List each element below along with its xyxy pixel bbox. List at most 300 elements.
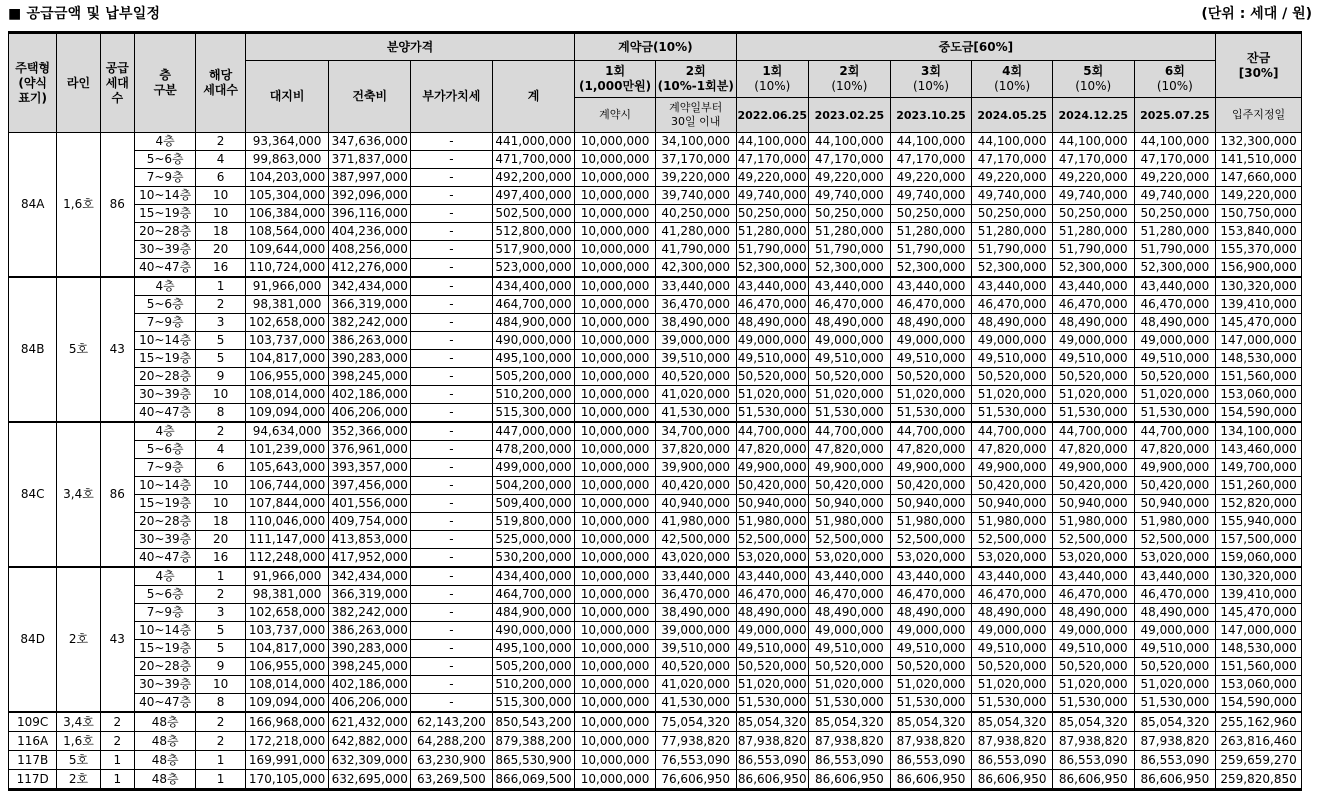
cell-line: 1,6호 [57,133,100,278]
header-units: 해당 세대수 [196,33,245,133]
cell-units: 8 [196,694,245,713]
cell-vat: - [411,223,493,241]
cell-units: 9 [196,368,245,386]
cell-mid-5: 85,054,320 [1052,712,1134,732]
cell-mid-5: 46,470,000 [1052,296,1134,314]
table-row [9,459,1302,477]
cell-contract-2: 36,470,000 [655,586,736,604]
cell-total: 502,500,000 [492,205,575,223]
cell-contract-1: 10,000,000 [575,477,656,495]
cell-building: 398,245,000 [329,658,411,676]
table-row [9,567,1302,586]
cell-mid-2: 49,510,000 [809,640,891,658]
cell-mid-4: 51,020,000 [972,676,1053,694]
cell-vat: - [411,622,493,640]
cell-contract-1: 10,000,000 [575,549,656,568]
cell-vat: - [411,350,493,368]
cell-supply: 2 [100,712,134,732]
cell-balance: 141,510,000 [1216,151,1302,169]
cell-mid-2: 49,900,000 [809,459,891,477]
cell-floor: 10~14층 [134,187,195,205]
cell-contract-1: 10,000,000 [575,314,656,332]
cell-vat: - [411,495,493,513]
cell-mid-3: 48,490,000 [890,314,972,332]
table-header [9,33,1302,133]
cell-mid-5: 50,250,000 [1052,205,1134,223]
cell-total: 464,700,000 [492,296,575,314]
cell-balance: 149,220,000 [1216,187,1302,205]
table-row [9,169,1302,187]
cell-mid-6: 49,510,000 [1134,640,1216,658]
cell-mid-4: 50,940,000 [972,495,1053,513]
cell-units: 18 [196,223,245,241]
cell-mid-6: 49,900,000 [1134,459,1216,477]
cell-balance: 259,659,270 [1216,751,1302,770]
header-balance-when: 입주지정일 [1216,98,1302,133]
cell-type: 117D [9,770,57,790]
cell-mid-5: 86,606,950 [1052,770,1134,790]
cell-mid-1: 51,790,000 [736,241,809,259]
cell-floor: 10~14층 [134,477,195,495]
cell-mid-4: 51,280,000 [972,223,1053,241]
cell-building: 376,961,000 [329,441,411,459]
cell-mid-6: 87,938,820 [1134,732,1216,751]
cell-units: 10 [196,386,245,404]
cell-mid-6: 49,510,000 [1134,350,1216,368]
cell-mid-6: 85,054,320 [1134,712,1216,732]
cell-total: 523,000,000 [492,259,575,278]
cell-building: 404,236,000 [329,223,411,241]
header-floor: 층 구분 [134,33,195,133]
cell-balance: 147,000,000 [1216,332,1302,350]
cell-total: 512,800,000 [492,223,575,241]
cell-land: 111,147,000 [245,531,329,549]
cell-mid-2: 50,250,000 [809,205,891,223]
cell-mid-6: 49,740,000 [1134,187,1216,205]
cell-contract-1: 10,000,000 [575,459,656,477]
cell-vat: - [411,513,493,531]
cell-floor: 4층 [134,133,195,151]
cell-mid-6: 51,020,000 [1134,676,1216,694]
cell-contract-1: 10,000,000 [575,694,656,713]
cell-contract-2: 40,520,000 [655,658,736,676]
cell-vat: - [411,277,493,296]
cell-mid-6: 49,220,000 [1134,169,1216,187]
cell-units: 8 [196,404,245,423]
cell-units: 5 [196,640,245,658]
cell-mid-1: 49,220,000 [736,169,809,187]
cell-floor: 30~39층 [134,676,195,694]
cell-land: 103,737,000 [245,622,329,640]
cell-land: 112,248,000 [245,549,329,568]
cell-land: 104,817,000 [245,350,329,368]
cell-vat: - [411,241,493,259]
cell-mid-6: 48,490,000 [1134,314,1216,332]
cell-mid-6: 50,940,000 [1134,495,1216,513]
cell-contract-1: 10,000,000 [575,169,656,187]
cell-mid-5: 50,520,000 [1052,368,1134,386]
cell-type: 84A [9,133,57,278]
cell-units: 3 [196,314,245,332]
cell-units: 3 [196,604,245,622]
cell-balance: 143,460,000 [1216,441,1302,459]
cell-land: 105,304,000 [245,187,329,205]
cell-balance: 155,370,000 [1216,241,1302,259]
cell-mid-2: 53,020,000 [809,549,891,568]
cell-contract-2: 41,530,000 [655,404,736,423]
cell-building: 393,357,000 [329,459,411,477]
cell-total: 492,200,000 [492,169,575,187]
cell-mid-6: 52,300,000 [1134,259,1216,278]
cell-balance: 148,530,000 [1216,640,1302,658]
cell-contract-2: 38,490,000 [655,314,736,332]
cell-mid-4: 47,170,000 [972,151,1053,169]
cell-contract-2: 75,054,320 [655,712,736,732]
cell-total: 515,300,000 [492,694,575,713]
cell-building: 342,434,000 [329,567,411,586]
cell-mid-2: 86,553,090 [809,751,891,770]
cell-land: 170,105,000 [245,770,329,790]
cell-units: 5 [196,332,245,350]
cell-land: 166,968,000 [245,712,329,732]
cell-building: 413,853,000 [329,531,411,549]
cell-contract-1: 10,000,000 [575,658,656,676]
cell-vat: - [411,332,493,350]
header-line: 라인 [57,33,100,133]
cell-mid-1: 51,980,000 [736,513,809,531]
cell-mid-3: 46,470,000 [890,586,972,604]
cell-floor: 20~28층 [134,513,195,531]
cell-contract-2: 40,420,000 [655,477,736,495]
cell-building: 402,186,000 [329,386,411,404]
cell-mid-4: 43,440,000 [972,567,1053,586]
cell-mid-6: 49,000,000 [1134,332,1216,350]
cell-contract-1: 10,000,000 [575,441,656,459]
table-row [9,314,1302,332]
cell-mid-1: 46,470,000 [736,586,809,604]
cell-building: 387,997,000 [329,169,411,187]
cell-mid-4: 49,000,000 [972,622,1053,640]
cell-mid-5: 51,530,000 [1052,404,1134,423]
cell-contract-1: 10,000,000 [575,350,656,368]
cell-mid-5: 44,100,000 [1052,133,1134,151]
cell-contract-1: 10,000,000 [575,368,656,386]
cell-type: 116A [9,732,57,751]
cell-contract-1: 10,000,000 [575,133,656,151]
cell-mid-5: 43,440,000 [1052,567,1134,586]
cell-total: 499,000,000 [492,459,575,477]
cell-mid-4: 50,520,000 [972,368,1053,386]
cell-total: 478,200,000 [492,441,575,459]
cell-units: 1 [196,751,245,770]
cell-land: 102,658,000 [245,314,329,332]
cell-mid-4: 50,520,000 [972,658,1053,676]
header-contract-1-when: 계약시 [575,98,656,133]
cell-mid-3: 49,900,000 [890,459,972,477]
cell-building: 386,263,000 [329,332,411,350]
cell-land: 106,955,000 [245,658,329,676]
cell-units: 10 [196,187,245,205]
cell-mid-4: 50,420,000 [972,477,1053,495]
cell-mid-2: 49,220,000 [809,169,891,187]
cell-total: 495,100,000 [492,640,575,658]
cell-contract-2: 42,500,000 [655,531,736,549]
cell-floor: 15~19층 [134,205,195,223]
table-row [9,187,1302,205]
cell-floor: 48층 [134,751,195,770]
cell-contract-2: 39,740,000 [655,187,736,205]
cell-land: 110,046,000 [245,513,329,531]
cell-building: 412,276,000 [329,259,411,278]
cell-contract-1: 10,000,000 [575,332,656,350]
cell-mid-4: 44,100,000 [972,133,1053,151]
table-row [9,404,1302,423]
table-row [9,531,1302,549]
cell-building: 390,283,000 [329,640,411,658]
cell-balance: 130,320,000 [1216,277,1302,296]
header-mid-3: 3회 (10%) [890,61,972,98]
cell-mid-4: 52,300,000 [972,259,1053,278]
cell-units: 10 [196,477,245,495]
cell-floor: 5~6층 [134,151,195,169]
cell-vat: - [411,549,493,568]
cell-floor: 15~19층 [134,350,195,368]
cell-mid-6: 46,470,000 [1134,296,1216,314]
cell-mid-3: 51,790,000 [890,241,972,259]
cell-mid-1: 53,020,000 [736,549,809,568]
cell-contract-1: 10,000,000 [575,770,656,790]
cell-line: 2호 [57,567,100,712]
cell-contract-2: 36,470,000 [655,296,736,314]
cell-building: 390,283,000 [329,350,411,368]
cell-mid-4: 49,220,000 [972,169,1053,187]
cell-mid-4: 85,054,320 [972,712,1053,732]
cell-vat: - [411,296,493,314]
cell-contract-1: 10,000,000 [575,712,656,732]
header-mid-6: 6회 (10%) [1134,61,1216,98]
cell-mid-3: 53,020,000 [890,549,972,568]
cell-vat: 63,230,900 [411,751,493,770]
cell-contract-2: 33,440,000 [655,567,736,586]
cell-mid-3: 51,280,000 [890,223,972,241]
cell-vat: 64,288,200 [411,732,493,751]
cell-balance: 150,750,000 [1216,205,1302,223]
cell-land: 106,744,000 [245,477,329,495]
cell-mid-4: 51,530,000 [972,694,1053,713]
cell-mid-5: 47,820,000 [1052,441,1134,459]
cell-balance: 259,820,850 [1216,770,1302,790]
cell-mid-6: 51,980,000 [1134,513,1216,531]
cell-building: 382,242,000 [329,314,411,332]
cell-units: 16 [196,549,245,568]
table-row [9,332,1302,350]
cell-units: 1 [196,770,245,790]
cell-units: 4 [196,151,245,169]
cell-floor: 4층 [134,422,195,441]
cell-building: 401,556,000 [329,495,411,513]
cell-mid-4: 46,470,000 [972,296,1053,314]
cell-building: 398,245,000 [329,368,411,386]
cell-mid-3: 51,530,000 [890,404,972,423]
cell-total: 509,400,000 [492,495,575,513]
table-body [9,133,1302,790]
cell-mid-3: 44,100,000 [890,133,972,151]
header-mid-2: 2회 (10%) [809,61,891,98]
cell-total: 515,300,000 [492,404,575,423]
cell-mid-6: 50,250,000 [1134,205,1216,223]
cell-mid-5: 86,553,090 [1052,751,1134,770]
cell-contract-2: 40,250,000 [655,205,736,223]
cell-building: 402,186,000 [329,676,411,694]
cell-mid-2: 49,000,000 [809,332,891,350]
cell-mid-2: 51,980,000 [809,513,891,531]
cell-vat: - [411,133,493,151]
cell-mid-4: 86,553,090 [972,751,1053,770]
cell-balance: 154,590,000 [1216,694,1302,713]
cell-vat: - [411,658,493,676]
cell-vat: - [411,676,493,694]
cell-mid-1: 85,054,320 [736,712,809,732]
cell-mid-1: 47,820,000 [736,441,809,459]
cell-mid-5: 50,520,000 [1052,658,1134,676]
table-row [9,622,1302,640]
cell-land: 98,381,000 [245,586,329,604]
cell-units: 20 [196,531,245,549]
cell-building: 397,456,000 [329,477,411,495]
cell-balance: 139,410,000 [1216,296,1302,314]
table-row [9,441,1302,459]
cell-mid-1: 50,520,000 [736,658,809,676]
cell-land: 93,364,000 [245,133,329,151]
table-row [9,751,1302,770]
cell-units: 2 [196,586,245,604]
cell-mid-1: 52,500,000 [736,531,809,549]
cell-mid-6: 48,490,000 [1134,604,1216,622]
cell-contract-1: 10,000,000 [575,241,656,259]
cell-floor: 7~9층 [134,459,195,477]
cell-line: 3,4호 [57,422,100,567]
table-row [9,477,1302,495]
table-row [9,368,1302,386]
cell-mid-6: 52,500,000 [1134,531,1216,549]
cell-vat: - [411,567,493,586]
cell-mid-2: 43,440,000 [809,277,891,296]
cell-land: 109,094,000 [245,694,329,713]
cell-contract-2: 37,820,000 [655,441,736,459]
cell-floor: 4층 [134,277,195,296]
cell-mid-3: 49,220,000 [890,169,972,187]
cell-units: 6 [196,169,245,187]
cell-mid-2: 47,820,000 [809,441,891,459]
cell-floor: 20~28층 [134,658,195,676]
cell-building: 347,636,000 [329,133,411,151]
cell-supply: 86 [100,133,134,278]
cell-units: 10 [196,676,245,694]
cell-line: 5호 [57,751,100,770]
cell-land: 91,966,000 [245,567,329,586]
cell-mid-2: 52,500,000 [809,531,891,549]
cell-units: 1 [196,277,245,296]
cell-total: 490,000,000 [492,622,575,640]
cell-land: 109,644,000 [245,241,329,259]
cell-mid-4: 49,510,000 [972,640,1053,658]
cell-balance: 153,840,000 [1216,223,1302,241]
cell-mid-5: 52,500,000 [1052,531,1134,549]
header-contract-1: 1회 (1,000만원) [575,61,656,98]
cell-total: 490,000,000 [492,332,575,350]
cell-contract-2: 41,020,000 [655,386,736,404]
cell-contract-1: 10,000,000 [575,151,656,169]
cell-mid-5: 43,440,000 [1052,277,1134,296]
cell-contract-2: 39,000,000 [655,622,736,640]
cell-building: 406,206,000 [329,404,411,423]
cell-floor: 48층 [134,770,195,790]
cell-contract-2: 39,220,000 [655,169,736,187]
cell-building: 408,256,000 [329,241,411,259]
cell-contract-2: 39,900,000 [655,459,736,477]
cell-mid-6: 44,700,000 [1134,422,1216,441]
cell-mid-4: 43,440,000 [972,277,1053,296]
cell-mid-3: 50,250,000 [890,205,972,223]
cell-contract-2: 34,700,000 [655,422,736,441]
cell-mid-2: 48,490,000 [809,314,891,332]
cell-mid-3: 50,420,000 [890,477,972,495]
header-total: 계 [492,61,575,133]
cell-floor: 30~39층 [134,531,195,549]
cell-mid-2: 44,100,000 [809,133,891,151]
cell-land: 108,014,000 [245,386,329,404]
cell-mid-5: 49,220,000 [1052,169,1134,187]
cell-land: 99,863,000 [245,151,329,169]
cell-total: 866,069,500 [492,770,575,790]
cell-type: 84C [9,422,57,567]
cell-mid-5: 49,740,000 [1052,187,1134,205]
header-contract-2: 2회 (10%-1회분) [655,61,736,98]
cell-vat: - [411,404,493,423]
cell-balance: 145,470,000 [1216,314,1302,332]
cell-mid-6: 51,530,000 [1134,404,1216,423]
cell-mid-3: 43,440,000 [890,277,972,296]
cell-mid-4: 50,250,000 [972,205,1053,223]
cell-building: 382,242,000 [329,604,411,622]
cell-mid-6: 44,100,000 [1134,133,1216,151]
cell-line: 1,6호 [57,732,100,751]
cell-mid-3: 50,520,000 [890,658,972,676]
cell-vat: - [411,586,493,604]
cell-mid-5: 52,300,000 [1052,259,1134,278]
cell-total: 530,200,000 [492,549,575,568]
cell-mid-1: 44,100,000 [736,133,809,151]
table-row [9,241,1302,259]
cell-floor: 48층 [134,732,195,751]
cell-balance: 148,530,000 [1216,350,1302,368]
cell-land: 104,203,000 [245,169,329,187]
cell-balance: 255,162,960 [1216,712,1302,732]
cell-vat: - [411,259,493,278]
table-row [9,422,1302,441]
cell-contract-2: 41,980,000 [655,513,736,531]
cell-mid-5: 87,938,820 [1052,732,1134,751]
header-type: 주택형 (약식 표기) [9,33,57,133]
cell-floor: 40~47층 [134,549,195,568]
cell-contract-1: 10,000,000 [575,531,656,549]
cell-contract-2: 41,280,000 [655,223,736,241]
cell-mid-2: 50,520,000 [809,658,891,676]
table-row [9,350,1302,368]
cell-vat: - [411,368,493,386]
cell-units: 6 [196,459,245,477]
header-mid-group: 중도금[60%] [736,33,1216,61]
